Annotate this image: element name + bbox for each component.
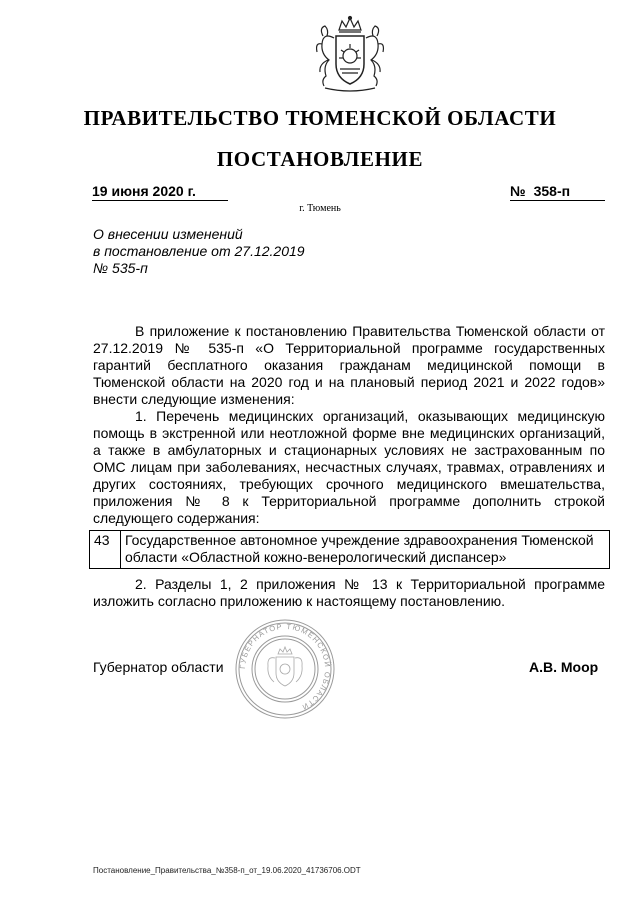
body-paragraph-item-1 [93, 408, 605, 527]
number-value: 358-п [533, 183, 571, 199]
document-date: 19 июня 2020 г. [92, 183, 228, 201]
tyumen-region-coat-of-arms-icon [309, 14, 391, 96]
city-label: г. Тюмень [299, 203, 341, 214]
body-paragraph-item-2 [93, 576, 605, 610]
government-title: ПРАВИТЕЛЬСТВО ТЮМЕНСКОЙ ОБЛАСТИ [83, 106, 557, 130]
body-paragraph-intro [93, 323, 605, 408]
organization-name-cell: Государственное автономное учреждение здравоохранения Тюменской области «Областной кожно-венерологический диспансер» [121, 531, 610, 569]
paragraph-text: 2. Разделы 1, 2 приложения № 13 к Территориальной программе изложить согласно приложению к настоящему постановлению. [93, 576, 605, 609]
table-row [90, 531, 610, 569]
document-number [510, 183, 605, 201]
paragraph-text: В приложение к постановлению Правительства Тюменской области от 27.12.2019 № 535-п «О Территориальной программе государственных гарантий бесплатного оказания гражданам медицинской помощи в Тюменской области на 2020 год и на плановый период 2021 и 2022 годов» внести следующие изменения: [93, 323, 605, 407]
document-type-title: ПОСТАНОВЛЕНИЕ [216, 147, 424, 171]
row-number-cell: 43 [90, 531, 121, 569]
inserted-row-table [89, 530, 610, 569]
signatory-name: А.В. Моор [529, 659, 599, 675]
official-seal-stamp-icon [234, 618, 336, 720]
signatory-title: Губернатор области [93, 659, 224, 675]
stamp-text: ГУБЕРНАТОР ТЮМЕНСКОЙ ОБЛАСТИ [237, 621, 333, 713]
subject-line: № 535-п [93, 260, 148, 276]
footer-filename: Постановление_Правительства_№358-п_от_19.06.2020_41736706.ODT [93, 866, 361, 875]
subject-line: в постановление от 27.12.2019 [93, 243, 305, 259]
subject-line: О внесении изменений [93, 226, 243, 242]
number-prefix: № [510, 183, 526, 199]
document-subject [93, 226, 353, 277]
paragraph-text: 1. Перечень медицинских организаций, оказывающих медицинскую помощь в экстренной или неотложной форме вне медицинских организаций, а также в амбулаторных и стационарных условиях не застрахованным по ОМС лицам при заболеваниях, несчастных случаях, травмах, отравлениях и других состояниях, требующих срочного медицинского вмешательства, приложения № 8 к Территориальной программе дополнить строкой следующего содержания: [93, 408, 605, 526]
